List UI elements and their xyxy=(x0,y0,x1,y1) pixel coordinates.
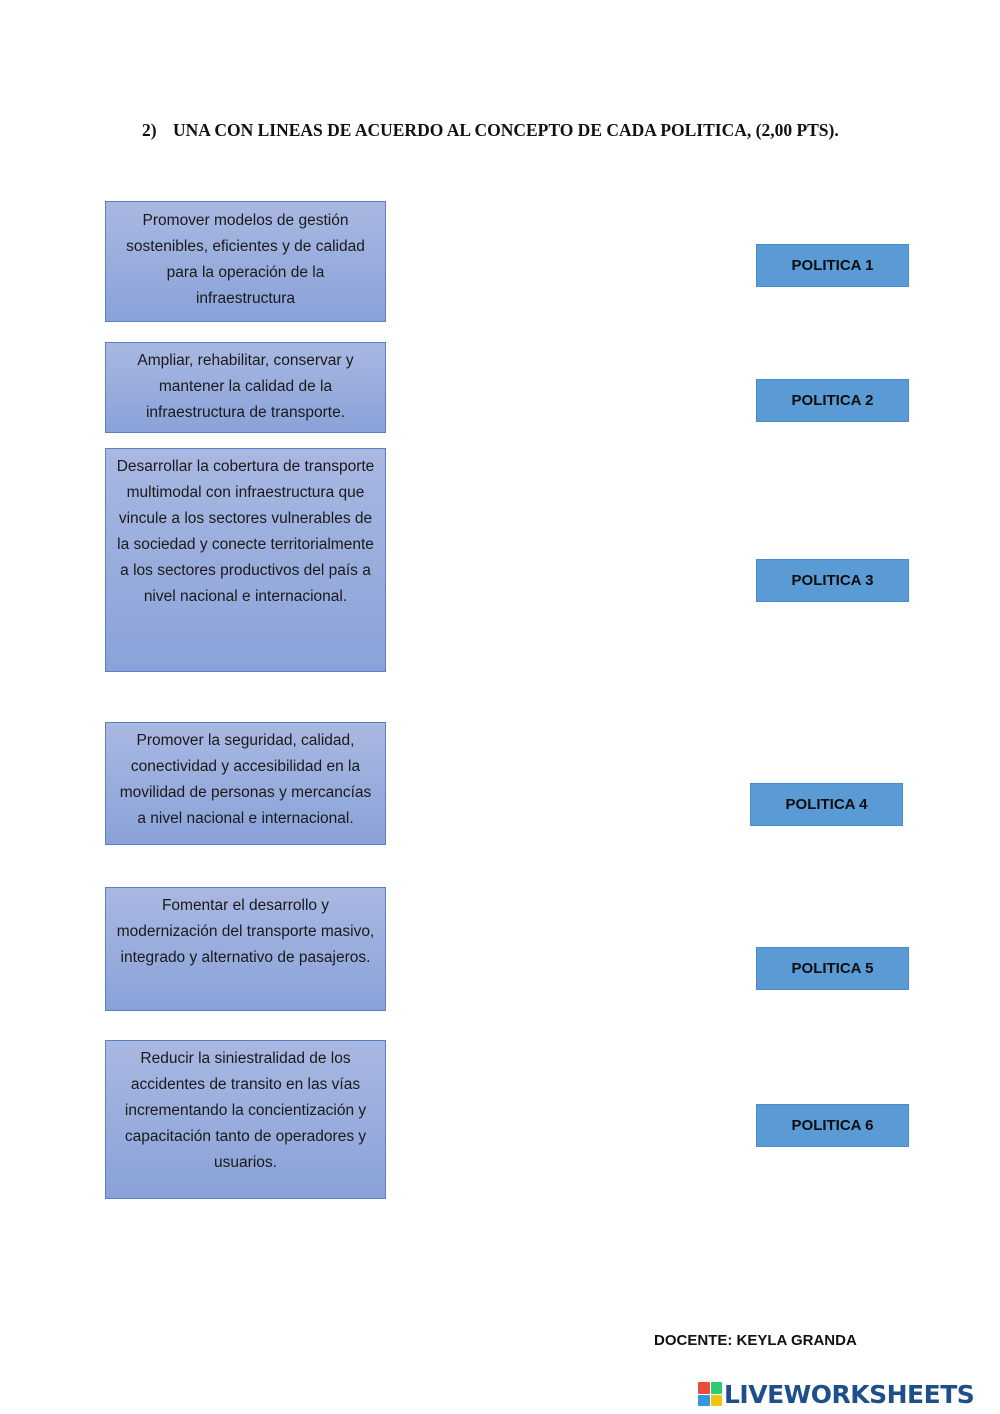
politica-box-5[interactable]: POLITICA 5 xyxy=(756,947,909,990)
concept-box-1[interactable]: Promover modelos de gestión sostenibles, eficientes y de calidad para la operación de la infraestructura xyxy=(105,201,386,322)
politica-box-2[interactable]: POLITICA 2 xyxy=(756,379,909,422)
question-number: 2) xyxy=(142,120,157,140)
question-heading xyxy=(142,118,862,143)
concept-box-2[interactable]: Ampliar, rehabilitar, conservar y mantener la calidad de la infraestructura de transporte. xyxy=(105,342,386,433)
concept-box-3[interactable]: Desarrollar la cobertura de transporte multimodal con infraestructura que vincule a los sectores vulnerables de la sociedad y conecte territorialmente a los sectores productivos del país a nivel nacional e internacional. xyxy=(105,448,386,672)
icon-square-4 xyxy=(711,1395,723,1407)
icon-square-2 xyxy=(711,1382,723,1394)
concept-box-6[interactable]: Reducir la siniestralidad de los accidentes de transito en las vías incrementando la concientización y capacitación tanto de operadores y usuarios. xyxy=(105,1040,386,1199)
icon-square-1 xyxy=(698,1382,710,1394)
politica-box-1[interactable]: POLITICA 1 xyxy=(756,244,909,287)
question-text: UNA CON LINEAS DE ACUERDO AL CONCEPTO DE CADA POLITICA, (2,00 PTS). xyxy=(173,120,839,140)
liveworksheets-logo xyxy=(698,1374,974,1414)
teacher-name: DOCENTE: KEYLA GRANDA xyxy=(654,1332,857,1349)
politica-box-4[interactable]: POLITICA 4 xyxy=(750,783,903,826)
concept-box-4[interactable]: Promover la seguridad, calidad, conectividad y accesibilidad en la movilidad de personas y mercancías a nivel nacional e internacional. xyxy=(105,722,386,845)
politica-box-3[interactable]: POLITICA 3 xyxy=(756,559,909,602)
icon-square-3 xyxy=(698,1395,710,1407)
brand-name: LIVEWORKSHEETS xyxy=(724,1379,975,1409)
politica-box-6[interactable]: POLITICA 6 xyxy=(756,1104,909,1147)
concept-box-5[interactable]: Fomentar el desarrollo y modernización del transporte masivo, integrado y alternativo de pasajeros. xyxy=(105,887,386,1011)
liveworksheets-icon xyxy=(698,1382,722,1406)
